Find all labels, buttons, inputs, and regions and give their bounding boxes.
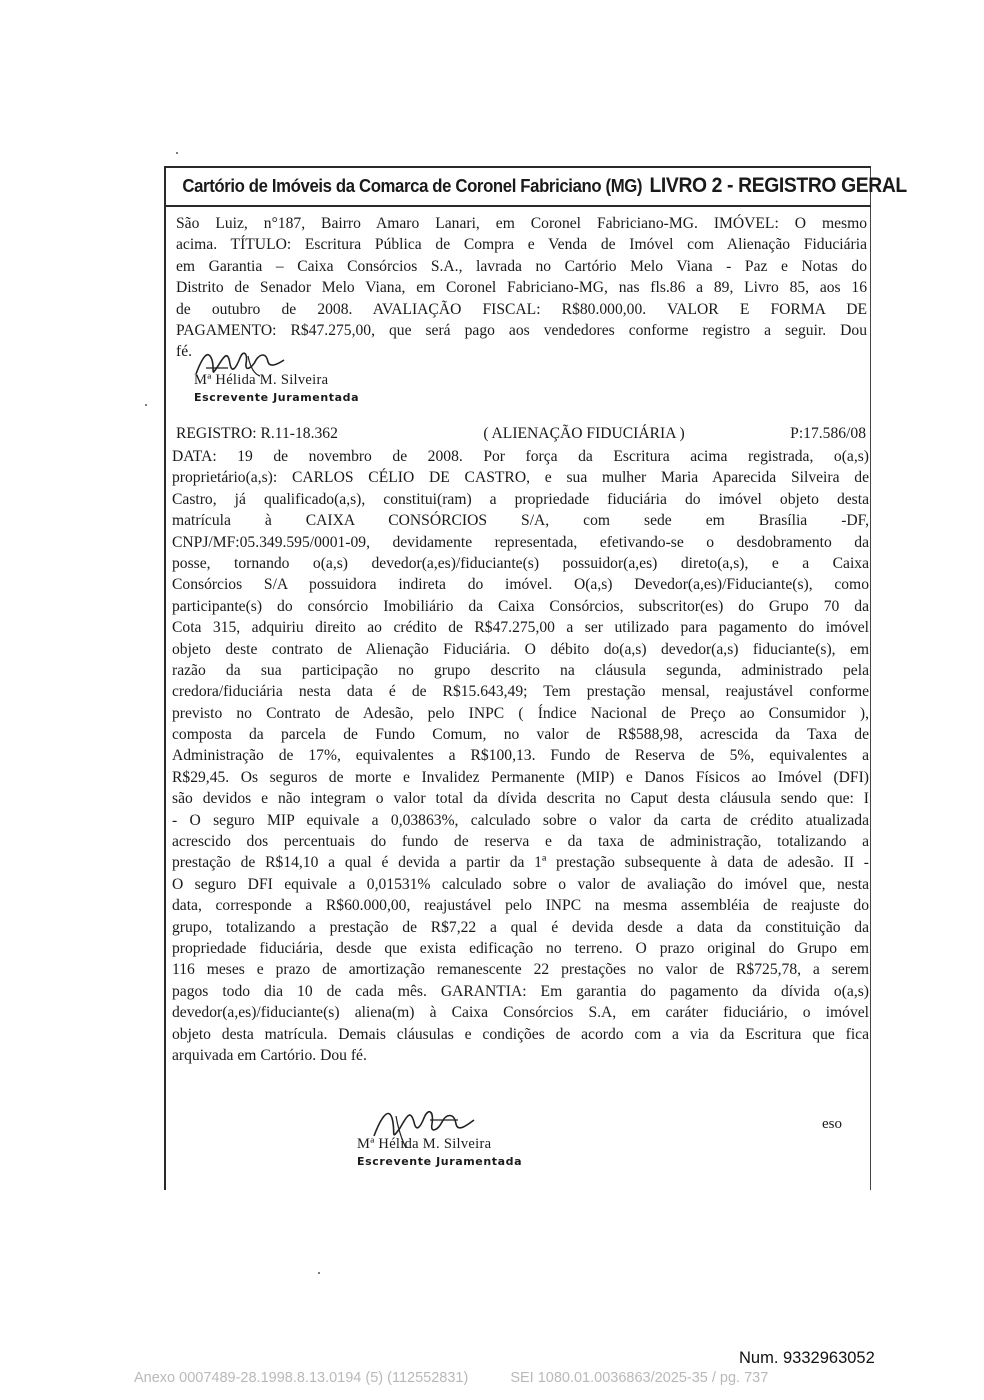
registry-header bbox=[164, 166, 907, 206]
annex-reference: Anexo 0007489-28.1998.8.13.0194 (5) (112552831) bbox=[134, 1370, 469, 1386]
text-line: em Garantia – Caixa Consórcios S.A., lavrada no Cartório Melo Viana - Paz e Notas do bbox=[176, 257, 867, 275]
text-line: objeto deste contrato de Alienação Fiduciária. O débito do(a,s) devedor(a,s) fiduciante(s), em bbox=[172, 640, 869, 658]
text-line: Castro, já qualificado(a,s), constitui(ram) a propriedade fiduciária do imóvel objeto desta bbox=[172, 490, 869, 508]
text-line: PAGAMENTO: R$47.275,00, que será pago aos vendedores conforme registro a seguir. Dou bbox=[176, 321, 867, 339]
text-line: 116 meses e prazo de amortização remanescente 22 prestações no valor de R$725,78, a serem bbox=[172, 961, 869, 979]
text-line: R$29,45. Os seguros de morte e Invalidez Permanente (MIP) e Danos Físicos ao Imóvel (DFI) bbox=[172, 768, 869, 786]
text-line: fé. bbox=[176, 343, 193, 361]
sei-reference: SEI 1080.01.0036863/2025-35 / pg. 737 bbox=[510, 1370, 769, 1386]
text-line: composta da parcela de Fundo Comum, no valor de R$588,98, acrescida da Taxa de bbox=[172, 726, 869, 744]
text-line: previsto no Contrato de Adesão, pelo INPC ( Índice Nacional de Preço ao Consumidor ), bbox=[172, 704, 869, 722]
text-line: Distrito de Senador Melo Viana, em Coronel Fabriciano-MG, nas fls.86 a 89, Livro 85, aos 16 bbox=[176, 279, 867, 297]
text-line: arquivada em Cartório. Dou fé. bbox=[172, 1046, 367, 1064]
text-line: são devidos e não integram o valor total da dívida descrita no Caput desta cláusula sendo que: I bbox=[172, 790, 869, 808]
text-line: posse, tornando o(a,s) devedor(a,es)/fiduciante(s) possuidor(a,es) direto(a,s), e a Caixa bbox=[172, 554, 869, 572]
registry-book-title: LIVRO 2 - REGISTRO GERAL bbox=[649, 174, 907, 197]
text-line: CNPJ/MF:05.349.595/0001-09, devidamente representada, efetivando-se o desdobramento da bbox=[172, 533, 869, 551]
text-line: matrícula à CAIXA CONSÓRCIOS S/A, com sede em Brasília -DF, bbox=[172, 512, 869, 530]
text-line: DATA: 19 de novembro de 2008. Por força da Escritura acima registrada, o(a,s) bbox=[172, 448, 869, 465]
text-line: São Luiz, n°187, Bairro Amaro Lanari, em Coronel Fabriciano-MG. IMÓVEL: O mesmo bbox=[176, 215, 867, 232]
registro-type: ( ALIENAÇÃO FIDUCIÁRIA ) bbox=[483, 425, 685, 442]
signatory-name: Mª Hélida M. Silveira bbox=[194, 372, 329, 388]
trailing-text: eso bbox=[822, 1116, 842, 1132]
text-line: prestação de R$14,10 a qual é devida a partir da 1ª prestação subsequente à data de adesão. II - bbox=[172, 854, 869, 872]
text-line: credora/fiduciária nesta data é de R$15.643,49; Tem prestação mensal, reajustável conforme bbox=[172, 683, 869, 701]
text-line: grupo, totalizando a prestação de R$7,22 a qual é devida desde a data da constituição da bbox=[172, 918, 869, 936]
registry-office-title: Cartório de Imóveis da Comarca de Coronel Fabriciano (MG) bbox=[182, 175, 643, 196]
handwritten-signature-2 bbox=[368, 1098, 478, 1150]
text-line: Administração de 17%, equivalentes a R$100,13. Fundo de Reserva de 5%, equivalentes a bbox=[172, 747, 869, 765]
signatory-role: Escrevente Juramentada bbox=[357, 1155, 523, 1168]
text-line: Consórcios S/A possuidora indireta do imóvel. O(a,s) Devedor(a,es)/Fiduciante(s), como bbox=[172, 576, 869, 594]
signatory-name: Mª Hélida M. Silveira bbox=[357, 1136, 492, 1152]
signatory-role: Escrevente Juramentada bbox=[194, 391, 360, 404]
text-line: devedor(a,es)/fiduciante(s) aliena(m) à Caixa Consórcios S.A, em caráter fiduciário, o imóvel bbox=[172, 1004, 869, 1022]
registro-heading bbox=[176, 425, 866, 443]
text-line: de outubro de 2008. AVALIAÇÃO FISCAL: R$80.000,00. VALOR E FORMA DE bbox=[176, 300, 867, 318]
text-line: data, corresponde a R$60.000,00, reajustável pelo INPC na mesma assembléia de reajuste do bbox=[172, 897, 869, 915]
text-line: propriedade fiduciária, desde que exista edificação no terreno. O prazo original do Grupo em bbox=[172, 939, 869, 957]
scan-speck bbox=[176, 152, 178, 154]
text-line: participante(s) do consórcio Imobiliário da Caixa Consórcios, subscritor(es) do Grupo 70 da bbox=[172, 597, 869, 615]
protocol-number: P:17.586/08 bbox=[790, 425, 866, 442]
text-line: pagos todo dia 10 de cada mês. GARANTIA: Em garantia do pagamento da dívida o(a,s) bbox=[172, 982, 869, 1000]
text-line: razão da sua participação no grupo descrito na cláusula segunda, administrado pela bbox=[172, 661, 869, 679]
registro-body-text bbox=[172, 446, 869, 1066]
scan-speck bbox=[318, 1272, 320, 1274]
text-line: Cota 315, adquiriu direito ao crédito de R$47.275,00 a ser utilizado para pagamento do imóvel bbox=[172, 619, 869, 637]
registro-number: REGISTRO: R.11-18.362 bbox=[176, 425, 338, 442]
scan-speck bbox=[145, 404, 147, 406]
text-line: acrescido dos percentuais do fundo de reserva e da taxa de administração, totalizando a bbox=[172, 833, 869, 851]
handwritten-signature-1 bbox=[188, 338, 288, 388]
footer-reference bbox=[134, 1370, 768, 1386]
document-number: Num. 9332963052 bbox=[739, 1349, 875, 1367]
text-line: - O seguro MIP equivale a 0,03863%, calculado sobre o valor da carta de crédito atualizada bbox=[172, 811, 869, 829]
text-line: proprietário(a,s): CARLOS CÉLIO DE CASTRO, e sua mulher Maria Aparecida Silveira de bbox=[172, 469, 869, 487]
text-line: acima. TÍTULO: Escritura Pública de Compra e Venda de Imóvel com Alienação Fiduciária bbox=[176, 236, 867, 254]
text-line: objeto desta matrícula. Demais cláusulas e condições de acordo com a via da Escritura que fica bbox=[172, 1025, 869, 1043]
text-line: O seguro DFI equivale a 0,01531% calculado sobre o valor de avaliação do imóvel que, nesta bbox=[172, 875, 869, 893]
